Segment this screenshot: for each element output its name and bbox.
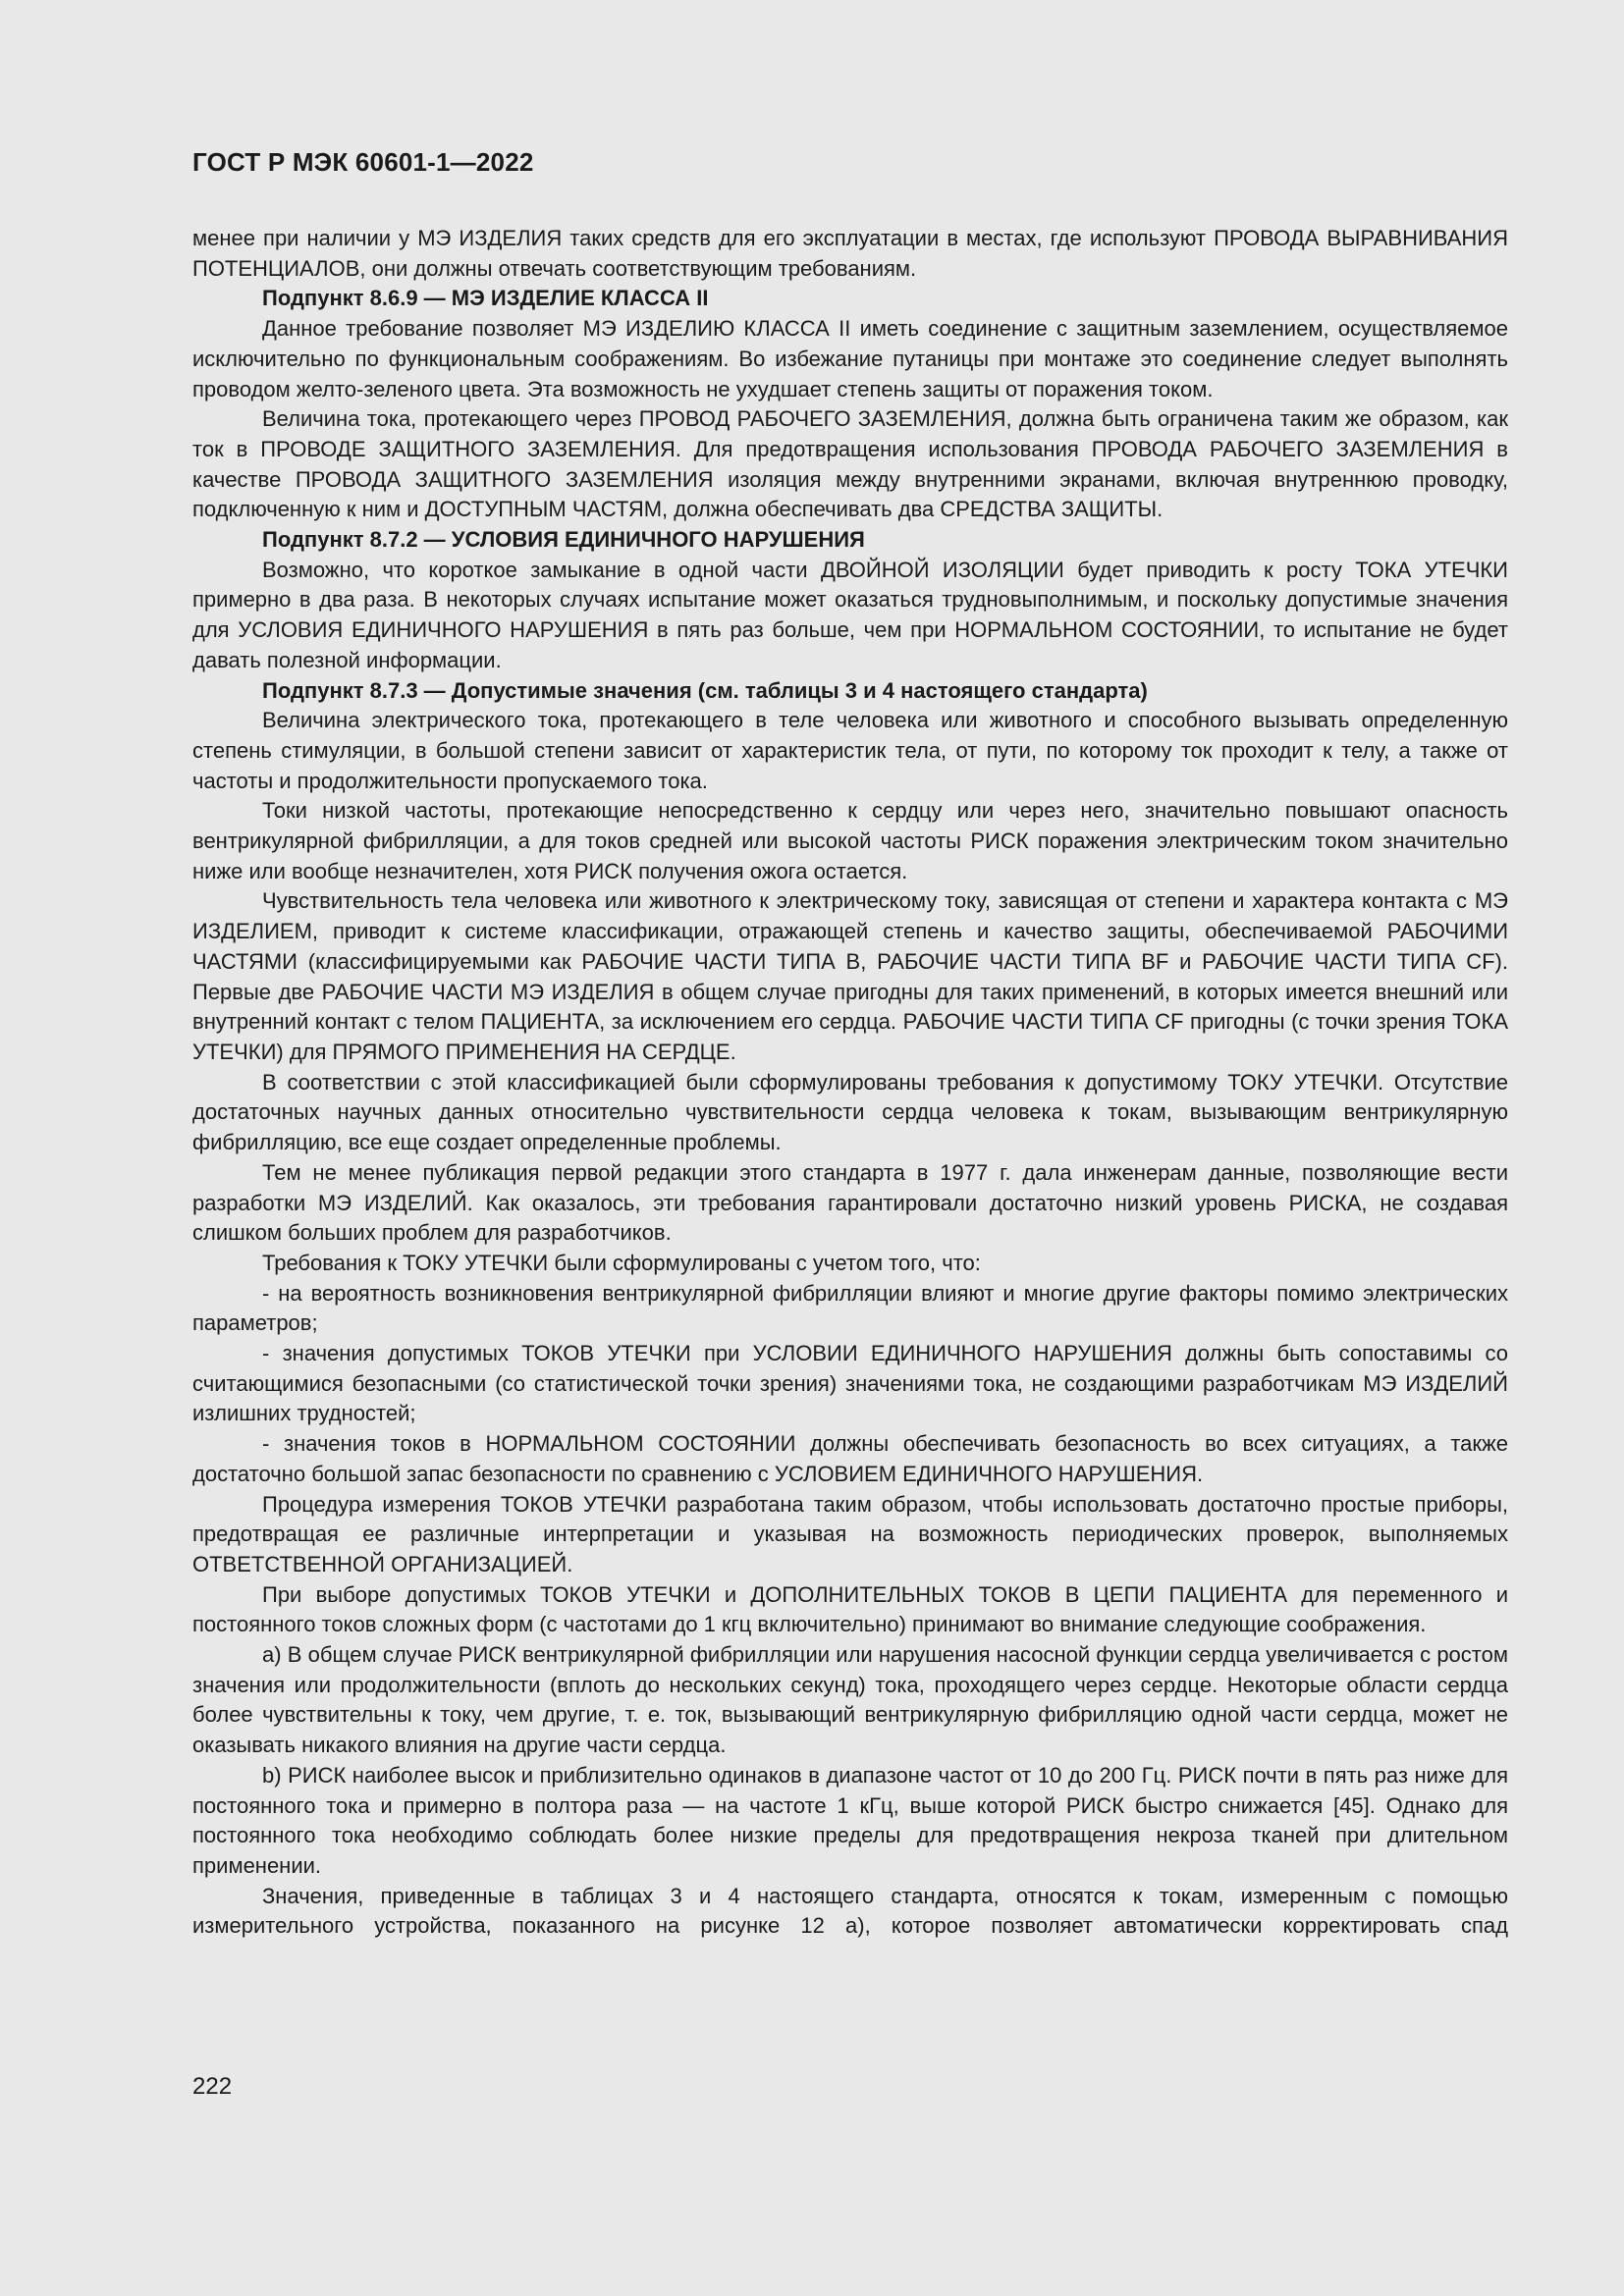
paragraph: Требования к ТОКУ УТЕЧКИ были сформулированы с учетом того, что:: [262, 1250, 981, 1275]
page-number: 222: [192, 2073, 233, 2100]
section-heading: Подпункт 8.7.3 — Допустимые значения (см. таблицы 3 и 4 настоящего стандарта): [262, 677, 1148, 703]
paragraph: Токи низкой частоты, протекающие непосредственно к сердцу или через него, значительно повышают опасность вентрикулярной фибрилляции, а для токов средней или высокой частоты РИСК поражения электрическим током значительно ниже или вообще незначителен, хотя РИСК получения ожога остается.: [192, 798, 1508, 883]
paragraph: Тем не менее публикация первой редакции этого стандарта в 1977 г. дала инженерам данные, позволяющие вести разработки МЭ ИЗДЕЛИЙ. Как оказалось, эти требования гарантировали достаточно низкий уровень РИСКА, не создавая слишком больших проблем для разработчиков.: [192, 1159, 1508, 1246]
paragraph: Возможно, что короткое замыкание в одной части ДВОЙНОЙ ИЗОЛЯЦИИ будет приводить к росту ТОКА УТЕЧКИ примерно в два раза. В некоторых случаях испытание может оказаться трудновыполнимым, и поскольку допустимые значения для УСЛОВИЯ ЕДИНИЧНОГО НАРУШЕНИЯ в пять раз больше, чем при НОРМАЛЬНОМ СОСТОЯНИИ, то испытание не будет давать полезной информации.: [192, 557, 1508, 672]
document-header: ГОСТ Р МЭК 60601-1—2022: [192, 147, 534, 177]
section-heading: Подпункт 8.6.9 — МЭ ИЗДЕЛИЕ КЛАССА II: [262, 286, 709, 311]
body-text: [192, 224, 1508, 1942]
list-item: - значения допустимых ТОКОВ УТЕЧКИ при УСЛОВИИ ЕДИНИЧНОГО НАРУШЕНИЯ должны быть сопоставимы со считающимися безопасными (со статистической точки зрения) значениями тока, не создающими разработчикам МЭ ИЗДЕЛИЙ излишних трудностей;: [192, 1341, 1508, 1426]
paragraph: Процедура измерения ТОКОВ УТЕЧКИ разработана таким образом, чтобы использовать достаточно простые приборы, предотвращая ее различные интерпретации и указывая на возможность периодических проверок, выполняемых ОТВЕТСТВЕННОЙ ОРГАНИЗАЦИЕЙ.: [192, 1491, 1508, 1576]
list-item: b) РИСК наиболее высок и приблизительно одинаков в диапазоне частот от 10 до 200 Гц. РИСК почти в пять раз ниже для постоянного тока и примерно в полтора раза — на частоте 1 кГц, выше которой РИСК быстро снижается [45]. Однако для постоянного тока необходимо соблюдать более низкие пределы для предотвращения некроза тканей при длительном применении.: [192, 1762, 1508, 1878]
paragraph: менее при наличии у МЭ ИЗДЕЛИЯ таких средств для его эксплуатации в местах, где используют ПРОВОДА ВЫРАВНИВАНИЯ ПОТЕНЦИАЛОВ, они должны отвечать соответствующим требованиям.: [192, 226, 1508, 281]
list-item: - на вероятность возникновения вентрикулярной фибрилляции влияют и многие другие факторы помимо электрических параметров;: [192, 1280, 1508, 1336]
paragraph: В соответствии с этой классификацией были сформулированы требования к допустимому ТОКУ УТЕЧКИ. Отсутствие достаточных научных данных относительно чувствительности сердца человека к токам, вызывающим вентрикулярную фибрилляцию, все еще создает определенные проблемы.: [192, 1069, 1508, 1155]
paragraph: Данное требование позволяет МЭ ИЗДЕЛИЮ КЛАССА II иметь соединение с защитным заземлением, осуществляемое исключительно по функциональным соображениям. Во избежание путаницы при монтаже это соединение следует выполнять проводом желто-зеленого цвета. Эта возможность не ухудшает степень защиты от поражения током.: [192, 316, 1508, 401]
list-item: - значения токов в НОРМАЛЬНОМ СОСТОЯНИИ должны обеспечивать безопасность во всех ситуациях, а также достаточно большой запас безопасности по сравнению с УСЛОВИЕМ ЕДИНИЧНОГО НАРУШЕНИЯ.: [192, 1431, 1508, 1486]
paragraph: Величина тока, протекающего через ПРОВОД РАБОЧЕГО ЗАЗЕМЛЕНИЯ, должна быть ограничена таким же образом, как ток в ПРОВОДЕ ЗАЩИТНОГО ЗАЗЕМЛЕНИЯ. Для предотвращения использования ПРОВОДА РАБОЧЕГО ЗАЗЕМЛЕНИЯ в качестве ПРОВОДА ЗАЩИТНОГО ЗАЗЕМЛЕНИЯ изоляция между внутренними экранами, включая внутреннюю проводку, подключенную к ним и ДОСТУПНЫМ ЧАСТЯМ, должна обеспечивать два СРЕДСТВА ЗАЩИТЫ.: [192, 406, 1508, 522]
paragraph: Величина электрического тока, протекающего в теле человека или животного и способного вызывать определенную степень стимуляции, в большой степени зависит от характеристик тела, от пути, по которому ток проходит к телу, а также от частоты и продолжительности пропускаемого тока.: [192, 708, 1508, 793]
list-item: a) В общем случае РИСК вентрикулярной фибрилляции или нарушения насосной функции сердца увеличивается с ростом значения или продолжительности (вплоть до нескольких секунд) тока, проходящего через сердце. Некоторые области сердца более чувствительны к току, чем другие, т. е. ток, вызывающий вентрикулярную фибрилляцию одной части сердца, может не оказывать никакого влияния на другие части сердца.: [192, 1642, 1508, 1758]
paragraph: Чувствительность тела человека или животного к электрическому току, зависящая от степени и характера контакта с МЭ ИЗДЕЛИЕМ, приводит к системе классификации, отражающей степень и качество защиты, обеспечиваемой РАБОЧИМИ ЧАСТЯМИ (классифицируемыми как РАБОЧИЕ ЧАСТИ ТИПА В, РАБОЧИЕ ЧАСТИ ТИПА BF и РАБОЧИЕ ЧАСТИ ТИПА CF). Первые две РАБОЧИЕ ЧАСТИ МЭ ИЗДЕЛИЯ в общем случае пригодны для таких применений, в которых имеется внешний или внутренний контакт с телом ПАЦИЕНТА, за исключением его сердца. РАБОЧИЕ ЧАСТИ ТИПА CF пригодны (с точки зрения ТОКА УТЕЧКИ) для ПРЯМОГО ПРИМЕНЕНИЯ НА СЕРДЦЕ.: [192, 888, 1508, 1064]
paragraph: При выборе допустимых ТОКОВ УТЕЧКИ и ДОПОЛНИТЕЛЬНЫХ ТОКОВ В ЦЕПИ ПАЦИЕНТА для переменного и постоянного токов сложных форм (с частотами до 1 кгц включительно) принимают во внимание следующие соображения.: [192, 1581, 1508, 1637]
paragraph: Значения, приведенные в таблицах 3 и 4 настоящего стандарта, относятся к токам, измеренным с помощью измерительного устройства, показанного на рисунке 12 а), которое позволяет автоматически корректировать спад: [192, 1883, 1508, 1939]
section-heading: Подпункт 8.7.2 — УСЛОВИЯ ЕДИНИЧНОГО НАРУШЕНИЯ: [262, 527, 865, 553]
